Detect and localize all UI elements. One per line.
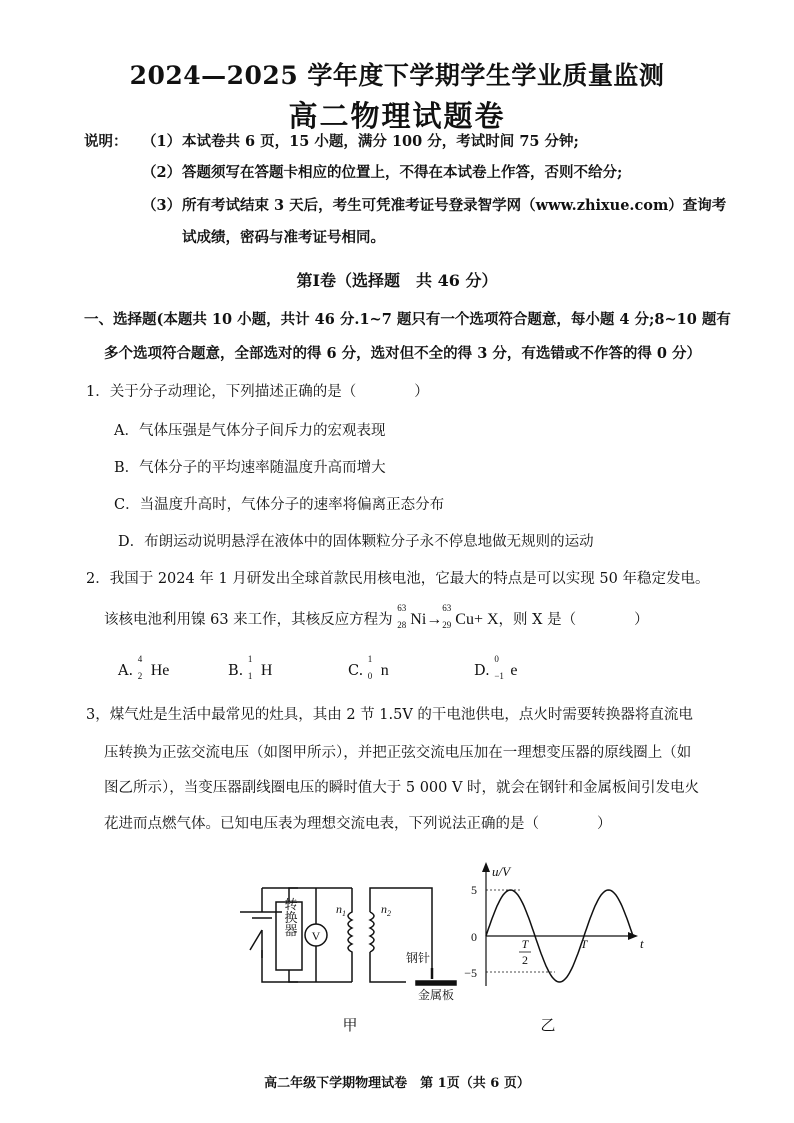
reaction-arrow: →: [426, 611, 443, 628]
q3-line3: 图乙所示），当变压器副线圈电压的瞬时值大于 5 000 V 时，就会在钢针和金属板间引发电火: [104, 780, 700, 796]
caption-right: 乙: [540, 1016, 556, 1034]
page-footer: 高二年级下学期物理试卷 第 1页（共 6 页）: [264, 1076, 530, 1091]
voltage-graph: [464, 862, 644, 986]
needle-label: 钢针: [406, 951, 431, 965]
q1-option-c: C．当温度升高时，气体分子的速率将偏离正态分布: [114, 497, 445, 513]
y-tick-neg: −5: [464, 966, 477, 980]
q2-stem1: 2．我国于 2024 年 1 月研发出全球首款民用核电池，它最大的特点是可以实现 50 年稳定发电。: [86, 571, 710, 587]
section-title: 第Ⅰ卷（选择题 共 46 分）: [296, 271, 498, 290]
q2-option-c: C. 1 0 n: [348, 654, 389, 681]
note-1-num: （1）: [142, 133, 182, 150]
x-tick-half-t-den: 2: [522, 953, 528, 967]
secondary-wires: [370, 888, 432, 982]
part1-line1: 一、选择题(本题共 10 小题，共计 46 分.1~7 题只有一个选项符合题意，每小题 4 分;8~10 题有: [84, 311, 731, 328]
note-3-cont: 试成绩，密码与准考证号相同。: [182, 229, 385, 246]
reaction-rest: + X: [473, 611, 499, 628]
q2-stem2-post: ，则 X 是（ ）: [498, 612, 649, 628]
q2-option-d: D. 0 −1 e: [474, 654, 518, 681]
y-tick-pos: 5: [471, 883, 477, 897]
x-tick-t: T: [580, 937, 588, 951]
q1-option-a: A．气体压强是气体分子间斥力的宏观表现: [114, 423, 386, 439]
y-axis-arrow: [482, 862, 490, 872]
note-3-text: 所有考试结束 3 天后，考生可凭准考证号登录智学网（www.zhixue.com）查询考: [182, 197, 727, 214]
q2-option-b: B. 1 1 H: [228, 654, 273, 681]
q1-option-b: B．气体分子的平均速率随温度升高而增大: [114, 460, 386, 476]
metal-plate: [416, 981, 456, 985]
n1-label: $n_1$: [336, 902, 346, 918]
q2-stem2-pre: 该核电池利用镍 63 来工作，其核反应方程为: [104, 612, 393, 628]
note-1-text: 本试卷共 6 页，15 小题，满分 100 分，考试时间 75 分钟;: [182, 133, 579, 150]
primary-coil: [348, 888, 352, 982]
note-3-num: （3）: [142, 197, 182, 214]
nuclide-ni: 63 28 Ni: [397, 603, 427, 630]
part1-line2: 多个选项符合题意，全部选对的得 6 分，选对但不全的得 3 分，有选错或不作答的得 0 分）: [104, 345, 702, 362]
x-axis-label: t: [640, 936, 644, 951]
exam-subtitle: 高二物理试题卷: [288, 99, 506, 133]
circuit-diagram: [240, 888, 456, 985]
note-2-num: （2）: [142, 164, 182, 181]
q3-line4: 花进而点燃气体。已知电压表为理想交流电表，下列说法正确的是（ ）: [104, 816, 612, 832]
secondary-coil: [370, 912, 374, 952]
n2-label: $n_2$: [381, 902, 391, 918]
q3-line2: 压转换为正弦交流电压（如图甲所示），并把正弦交流电压加在一理想变压器的原线圈上（如: [104, 745, 692, 761]
y-tick-zero: 0: [471, 930, 477, 944]
nuclide-cu: 63 29 Cu: [442, 603, 474, 630]
exam-title: 2024—2025 学年度下学期学生学业质量监测: [129, 61, 665, 90]
converter-label: 转换器: [281, 897, 297, 937]
switch: [250, 930, 262, 958]
x-tick-half-t: T: [521, 937, 529, 951]
notes-label: 说明：: [84, 133, 128, 150]
q1-stem: 1．关于分子动理论，下列描述正确的是（ ）: [86, 384, 429, 400]
q3-line1: 3，煤气灶是生活中最常见的灶具，其由 2 节 1.5V 的干电池供电，点火时需要转换器将直流电: [86, 707, 693, 723]
q2-option-a: A. 4 2 He: [118, 654, 170, 681]
voltmeter-label: V: [311, 929, 321, 943]
y-axis-label: u/V: [492, 864, 511, 879]
caption-left: 甲: [342, 1016, 358, 1034]
note-2-text: 答题须写在答题卡相应的位置上，不得在本试卷上作答，否则不给分;: [182, 164, 623, 181]
q1-option-d: D．布朗运动说明悬浮在液体中的固体颗粒分子永不停息地做无规则的运动: [118, 534, 594, 550]
plate-label: 金属板: [418, 988, 455, 1002]
